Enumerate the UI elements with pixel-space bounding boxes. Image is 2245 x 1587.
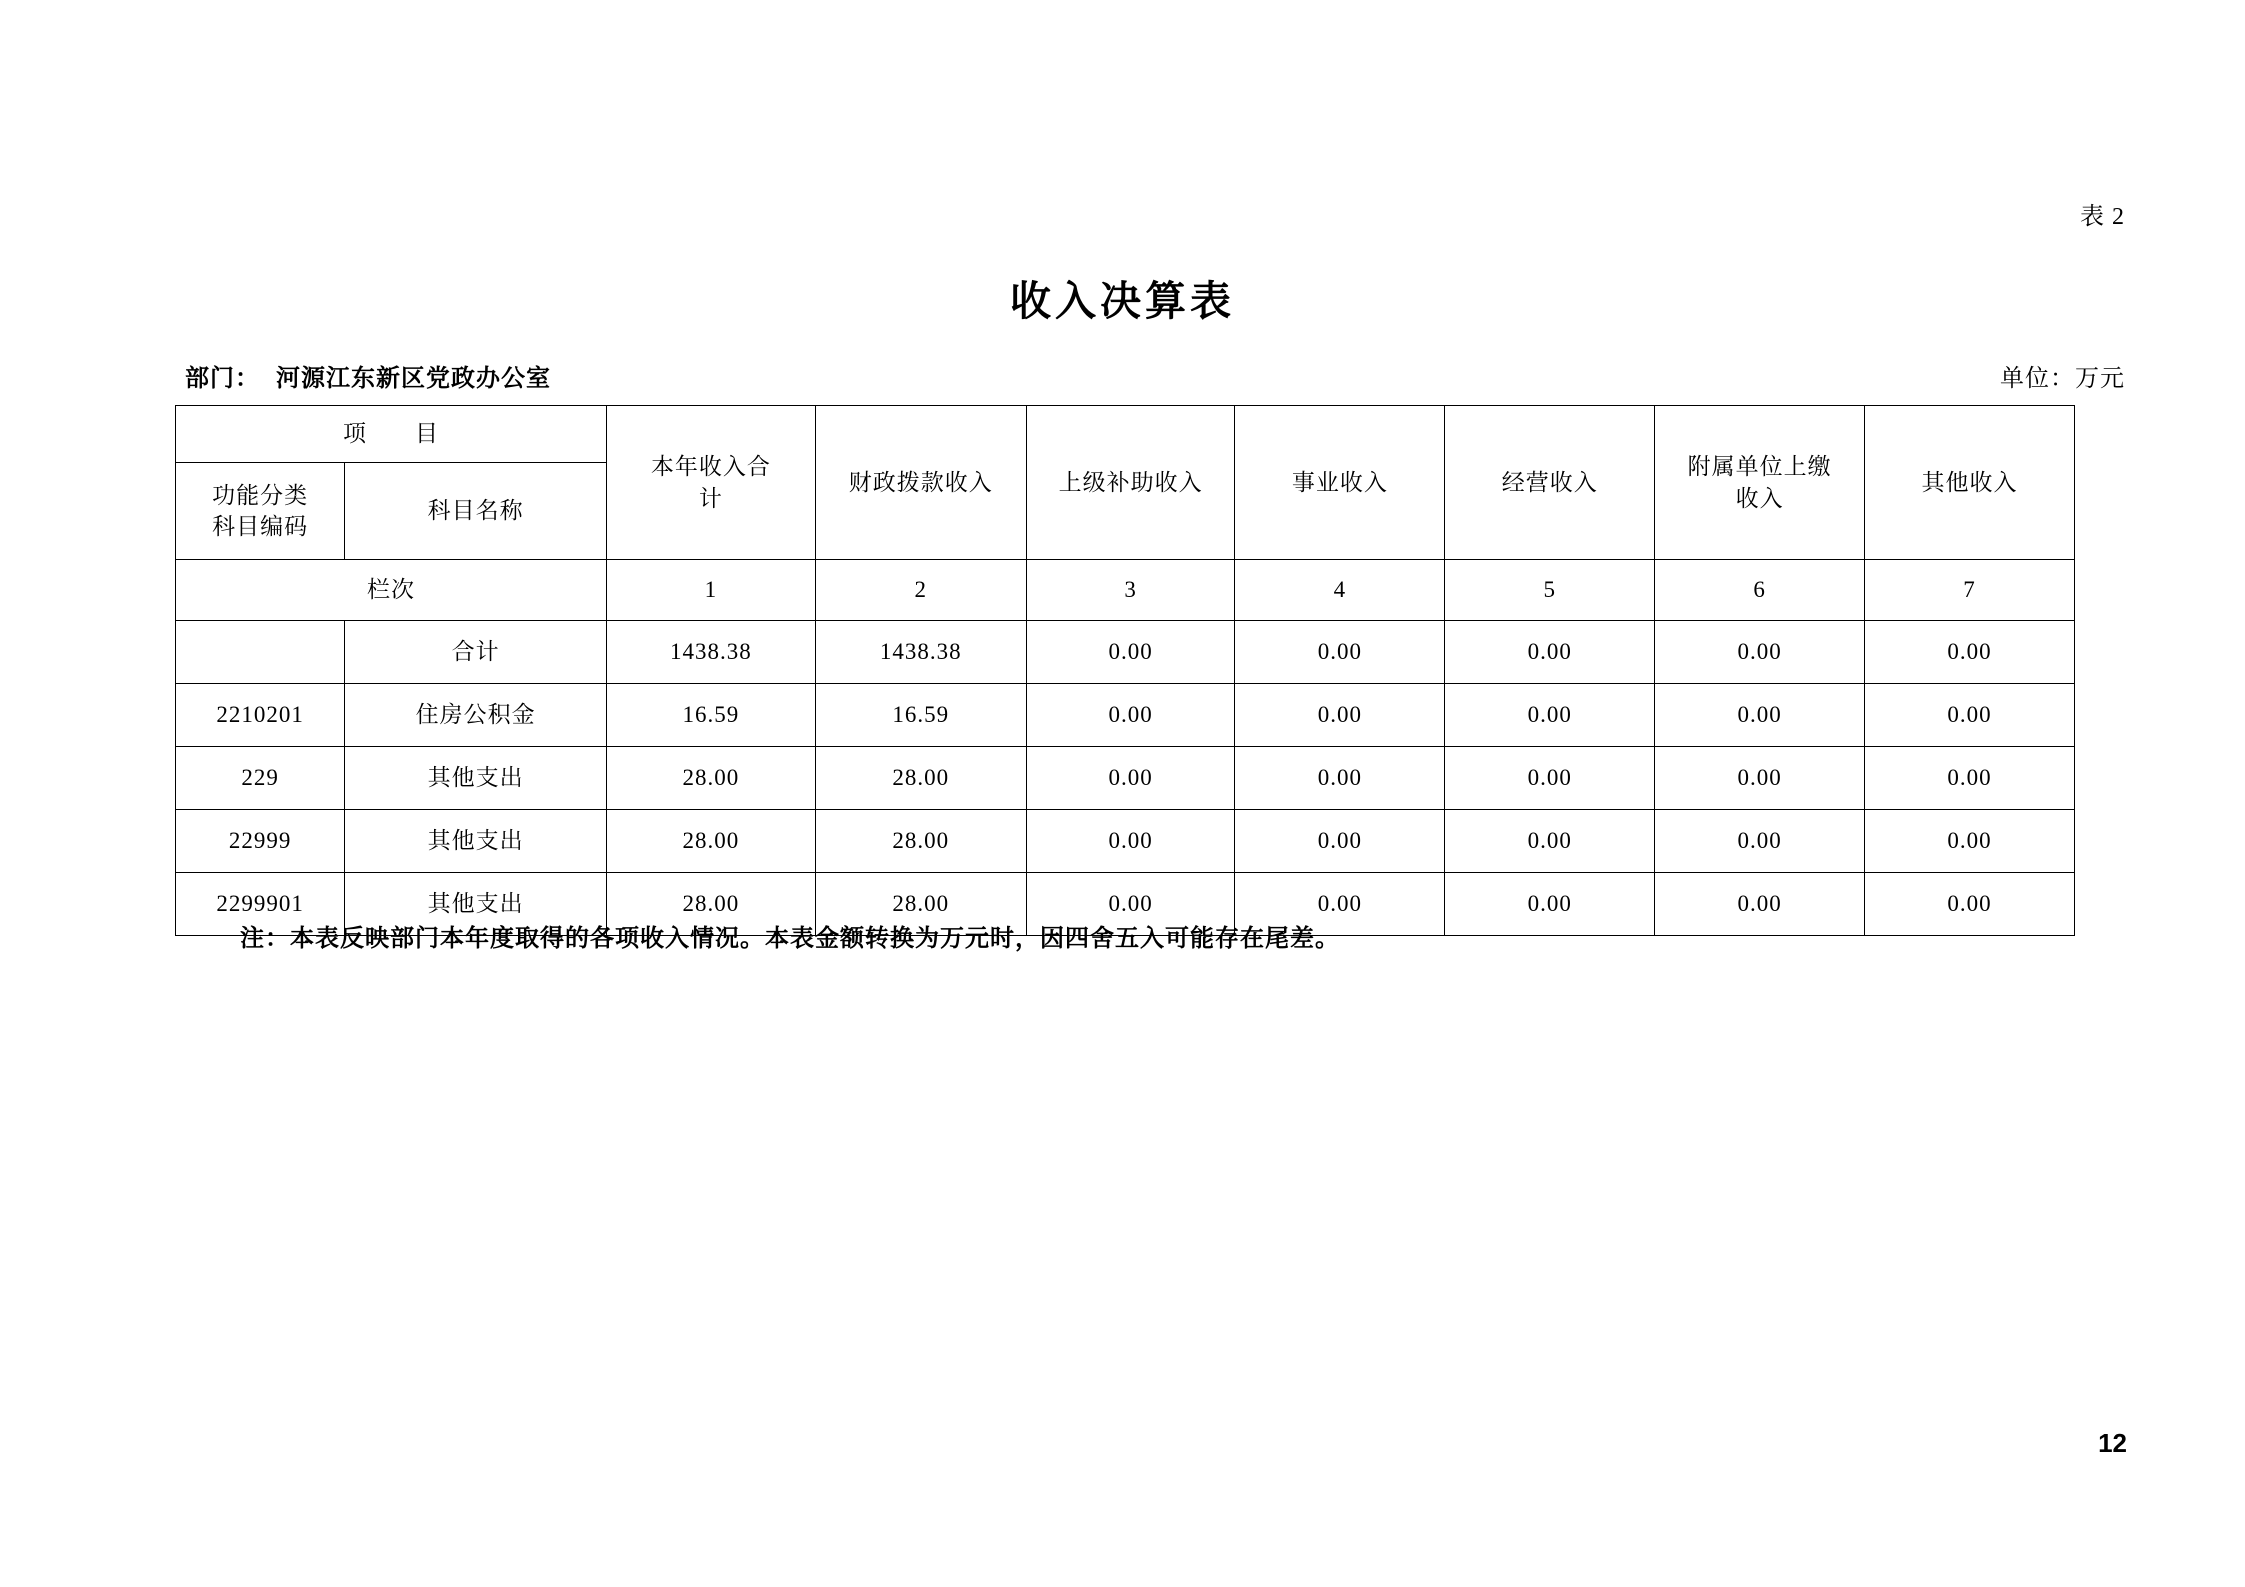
header-col-6 — [1655, 406, 1865, 560]
header-col-1 — [607, 406, 816, 560]
lane-label: 栏次 — [176, 560, 607, 621]
row-code — [176, 621, 345, 684]
row-value-3: 0.00 — [1026, 873, 1235, 936]
table-lane-row — [176, 560, 2075, 621]
row-value-7: 0.00 — [1865, 684, 2075, 747]
row-value-1: 1438.38 — [607, 621, 816, 684]
row-value-6: 0.00 — [1655, 810, 1865, 873]
row-value-4: 0.00 — [1235, 873, 1445, 936]
row-value-3: 0.00 — [1026, 747, 1235, 810]
row-value-2: 28.00 — [815, 747, 1026, 810]
row-value-7: 0.00 — [1865, 621, 2075, 684]
lane-number-5: 5 — [1445, 560, 1655, 621]
row-value-1: 28.00 — [607, 810, 816, 873]
row-value-2: 16.59 — [815, 684, 1026, 747]
table-note: 注：本表反映部门本年度取得的各项收入情况。本表金额转换为万元时，因四舍五入可能存在尾差。 — [240, 925, 1340, 952]
header-col-3: 上级补助收入 — [1026, 406, 1235, 560]
header-function-code — [176, 463, 345, 560]
row-code: 2299901 — [176, 873, 345, 936]
row-value-5: 0.00 — [1445, 810, 1655, 873]
header-col-4: 事业收入 — [1235, 406, 1445, 560]
row-value-6: 0.00 — [1655, 873, 1865, 936]
lane-number-2: 2 — [815, 560, 1026, 621]
department-label: 部门： — [185, 365, 260, 392]
table-label: 表 2 — [2080, 204, 2125, 230]
lane-number-6: 6 — [1655, 560, 1865, 621]
header-function-code-line2: 科目编码 — [212, 514, 309, 539]
header-function-code-line1: 功能分类 — [212, 482, 309, 508]
row-value-7: 0.00 — [1865, 747, 2075, 810]
page-number: 12 — [2098, 1428, 2127, 1458]
lane-number-7: 7 — [1865, 560, 2075, 621]
header-col-2: 财政拨款收入 — [815, 406, 1026, 560]
row-value-7: 0.00 — [1865, 873, 2075, 936]
row-name: 其他支出 — [345, 747, 607, 810]
row-value-1: 16.59 — [607, 684, 816, 747]
header-col-1-line2: 计 — [698, 485, 723, 511]
row-name: 其他支出 — [345, 873, 607, 936]
row-code: 22999 — [176, 810, 345, 873]
table-row — [176, 684, 2075, 747]
row-name: 住房公积金 — [345, 684, 607, 747]
header-col-7: 其他收入 — [1865, 406, 2075, 560]
row-value-1: 28.00 — [607, 747, 816, 810]
row-value-5: 0.00 — [1445, 621, 1655, 684]
row-name: 合计 — [345, 621, 607, 684]
unit-label: 单位：万元 — [2000, 366, 2125, 392]
department-value: 河源江东新区党政办公室 — [276, 365, 551, 392]
table-row — [176, 747, 2075, 810]
row-value-3: 0.00 — [1026, 810, 1235, 873]
row-value-5: 0.00 — [1445, 684, 1655, 747]
table-row — [176, 810, 2075, 873]
row-value-3: 0.00 — [1026, 684, 1235, 747]
row-value-2: 28.00 — [815, 810, 1026, 873]
row-value-6: 0.00 — [1655, 747, 1865, 810]
row-value-6: 0.00 — [1655, 684, 1865, 747]
row-value-6: 0.00 — [1655, 621, 1865, 684]
row-value-4: 0.00 — [1235, 747, 1445, 810]
lane-number-4: 4 — [1235, 560, 1445, 621]
department-info — [185, 358, 551, 393]
row-code: 2210201 — [176, 684, 345, 747]
header-col-6-line1: 附属单位上缴 — [1687, 454, 1832, 480]
table-row — [176, 621, 2075, 684]
row-value-1: 28.00 — [607, 873, 816, 936]
header-subject-name: 科目名称 — [345, 463, 607, 560]
lane-number-3: 3 — [1026, 560, 1235, 621]
row-code: 229 — [176, 747, 345, 810]
row-value-2: 1438.38 — [815, 621, 1026, 684]
row-value-3: 0.00 — [1026, 621, 1235, 684]
row-value-4: 0.00 — [1235, 684, 1445, 747]
header-col-1-line1: 本年收入合 — [650, 454, 771, 480]
row-value-4: 0.00 — [1235, 621, 1445, 684]
table-header-row-1 — [176, 406, 2075, 463]
row-name: 其他支出 — [345, 810, 607, 873]
meta-row — [185, 358, 2125, 392]
row-value-7: 0.00 — [1865, 810, 2075, 873]
page-title: 收入决算表 — [1010, 278, 1235, 324]
header-col-6-line2: 收入 — [1735, 485, 1784, 511]
row-value-5: 0.00 — [1445, 747, 1655, 810]
header-col-5: 经营收入 — [1445, 406, 1655, 560]
row-value-5: 0.00 — [1445, 873, 1655, 936]
income-final-accounts-table — [175, 405, 2075, 936]
row-value-2: 28.00 — [815, 873, 1026, 936]
row-value-4: 0.00 — [1235, 810, 1445, 873]
group-header-item: 项 目 — [176, 406, 607, 463]
lane-number-1: 1 — [607, 560, 816, 621]
